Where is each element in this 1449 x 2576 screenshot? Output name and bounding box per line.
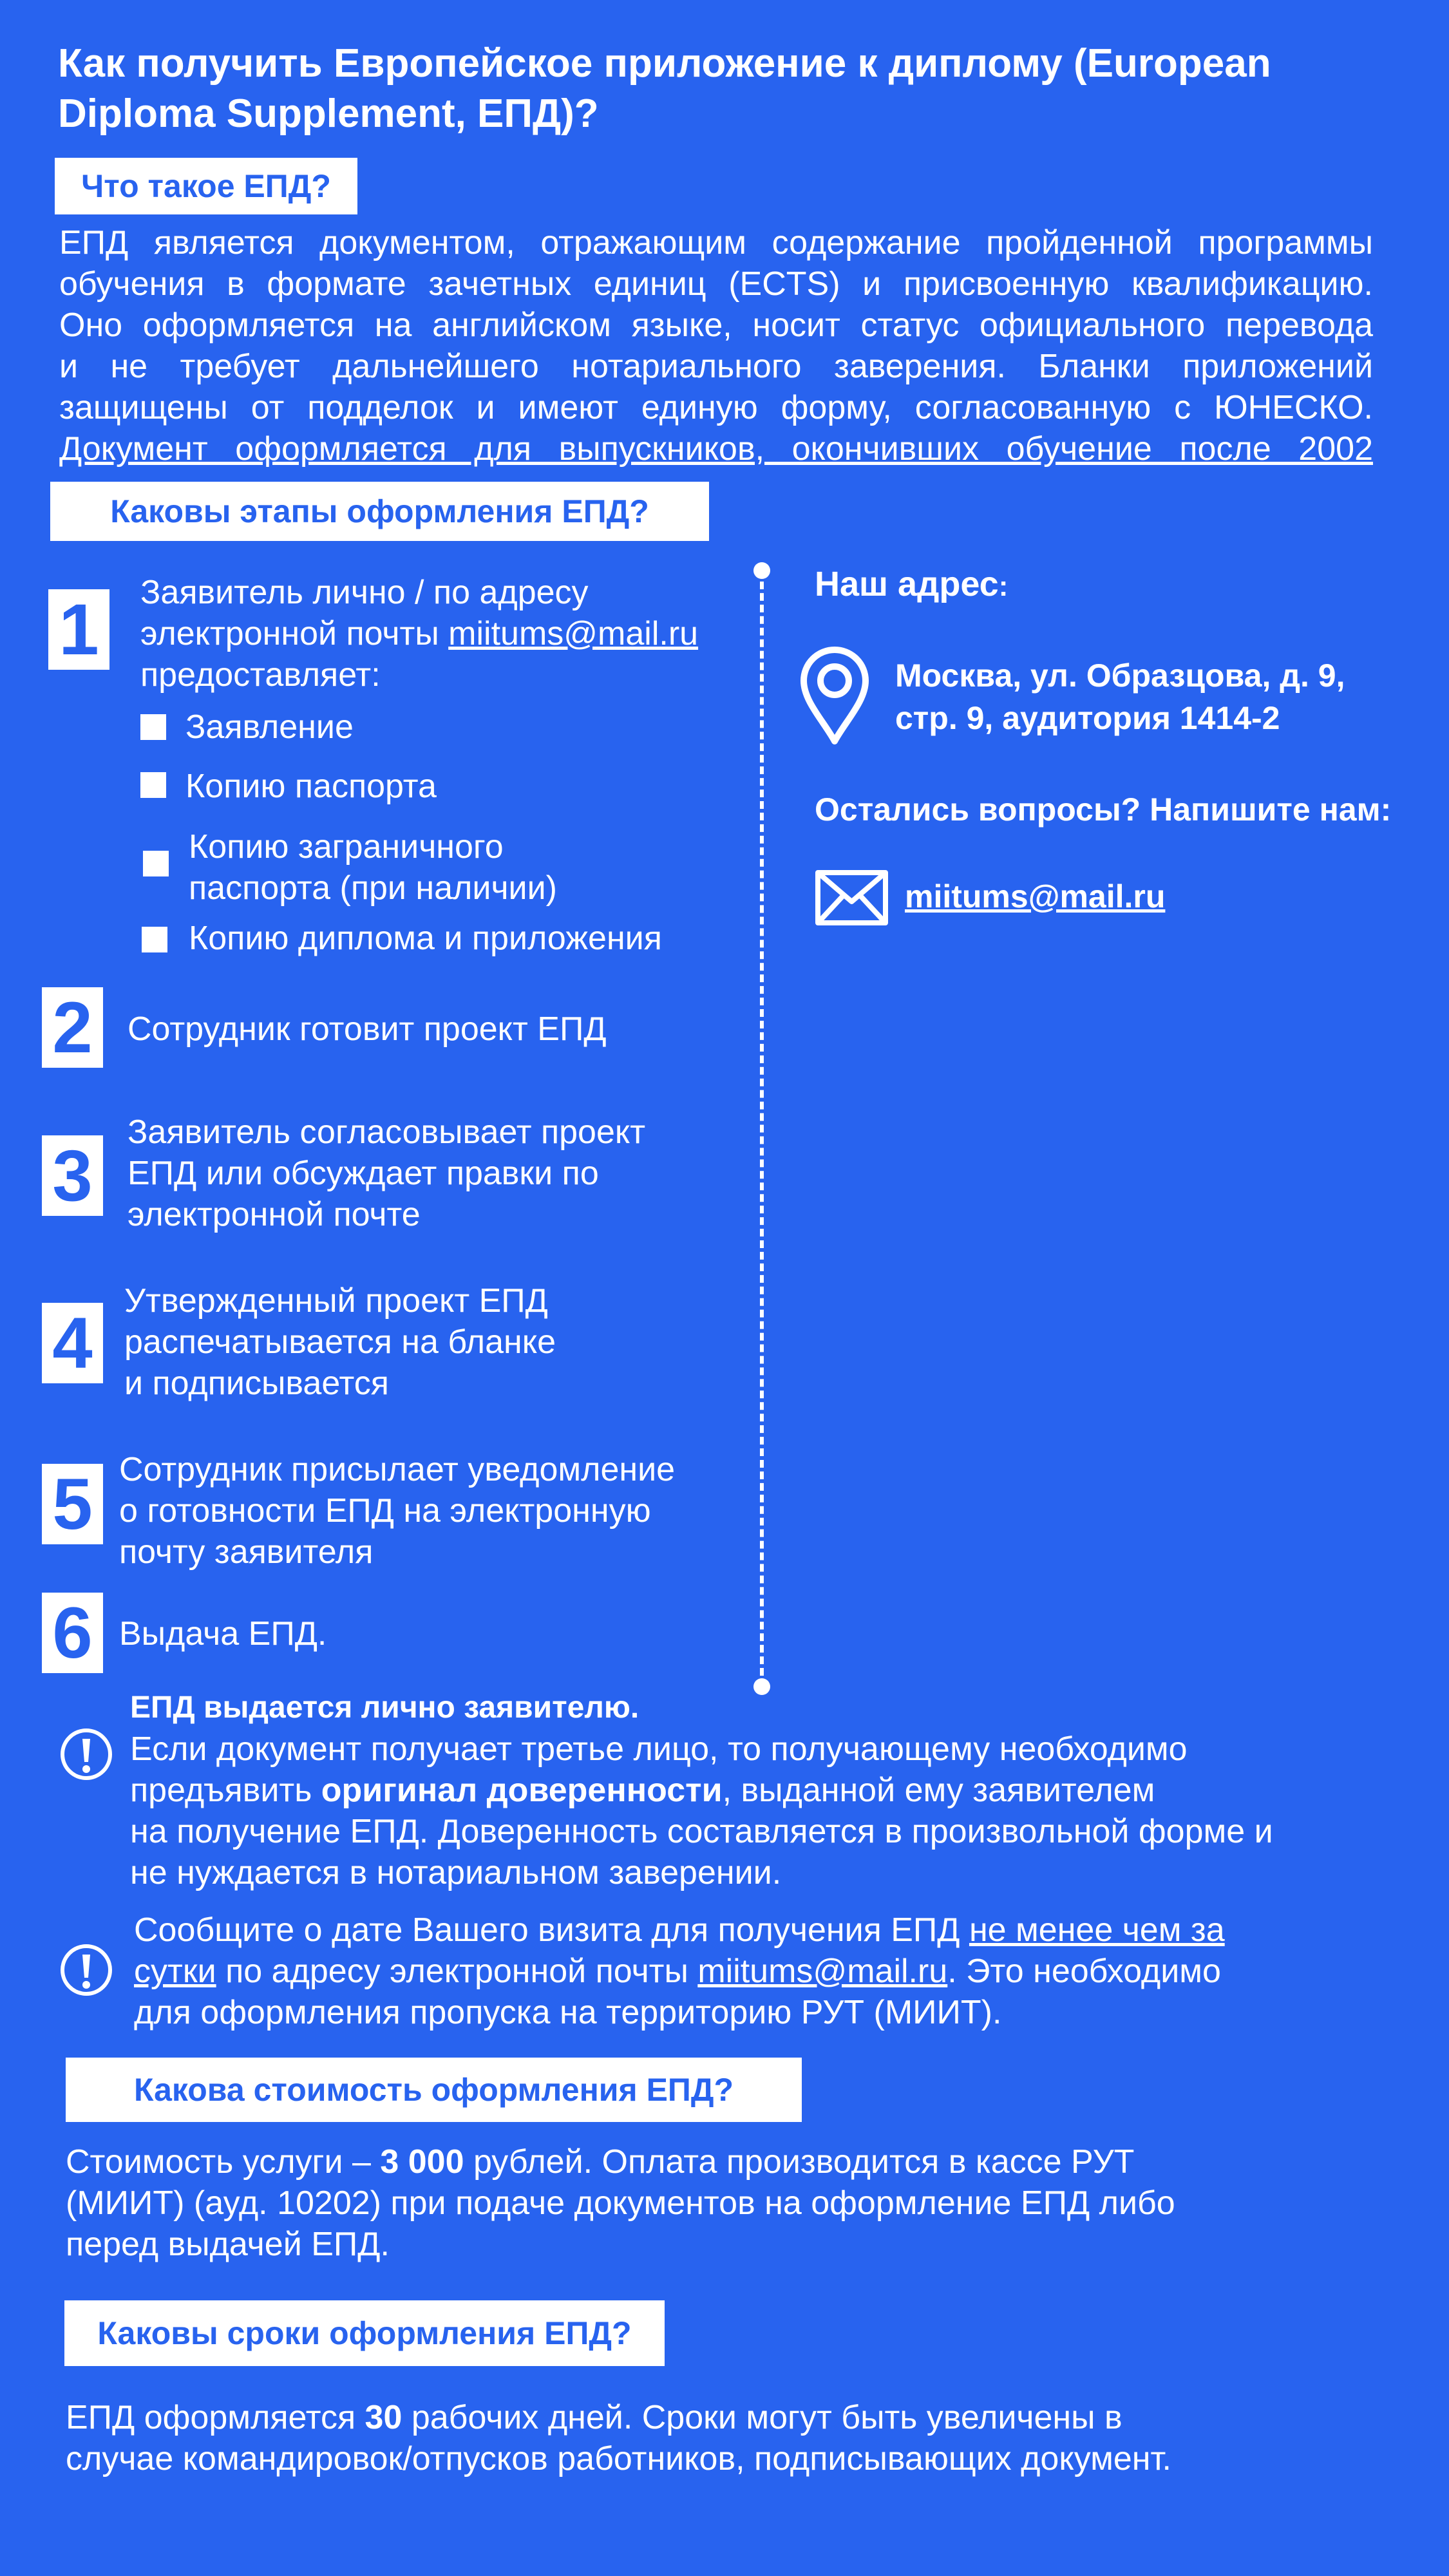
step-1-text: [140, 572, 752, 696]
doc-item: [189, 826, 557, 909]
exclamation-circle-icon: [59, 1943, 113, 1997]
address-label-colon: :: [998, 571, 1009, 602]
step-1-line-prefix: электронной почты: [140, 615, 449, 652]
note-line: [134, 1951, 1390, 1992]
step-number-4: 4: [42, 1303, 103, 1383]
step-1-line: предоставляет:: [140, 656, 381, 694]
step-3-text: [128, 1112, 739, 1235]
section-heading-cost: Какова стоимость оформления ЕПД?: [66, 2058, 802, 2122]
email-link[interactable]: miitums@mail.ru: [697, 1953, 948, 1990]
exclamation-circle-icon: [59, 1727, 113, 1781]
note-line: ЕПД выдается лично заявителю.: [130, 1690, 639, 1725]
note-text: Сообщите о дате Вашего визита для получения ЕПД: [134, 1911, 969, 1949]
section-heading-stages: Каковы этапы оформления ЕПД?: [50, 482, 709, 541]
note-visit: [134, 1909, 1390, 2033]
address-line: Москва, ул. Образцова, д. 9,: [895, 658, 1345, 694]
doc-item: Копию диплома и приложения: [189, 920, 662, 957]
terms-line: случае командировок/отпусков работников, подписывающих документ.: [66, 2440, 1171, 2477]
address-label-text: Наш адрес: [815, 565, 999, 603]
step-number-2: 2: [42, 987, 103, 1068]
terms-paragraph: [66, 2397, 1379, 2479]
step-number-1: 1: [48, 589, 109, 670]
step-number-3: 3: [42, 1135, 103, 1216]
step-3-line: ЕПД или обсуждает правки по: [128, 1155, 599, 1192]
note-line: Если документ получает третье лицо, то получающему необходимо: [130, 1730, 1188, 1768]
note-underline: не менее чем за: [969, 1911, 1225, 1949]
note-line: для оформления пропуска на территорию РУТ (МИИТ).: [134, 1994, 1002, 2031]
email-link[interactable]: miitums@mail.ru: [448, 615, 699, 652]
step-4-line: распечатывается на бланке: [124, 1323, 556, 1361]
section-heading-terms: Каковы сроки оформления ЕПД?: [64, 2300, 665, 2366]
square-bullet-icon: [143, 851, 169, 876]
step-5-line: Сотрудник присылает уведомление: [119, 1451, 676, 1488]
note-text: , выданной ему заявителем: [722, 1772, 1155, 1809]
cost-amount: 3 000: [380, 2143, 464, 2181]
cost-line: [66, 2141, 1379, 2183]
step-1-line: Заявитель лично / по адресу: [140, 574, 589, 611]
questions-label: Остались вопросы? Напишите нам:: [815, 791, 1392, 828]
step-3-line: электронной почте: [128, 1196, 421, 1233]
address-label: [815, 564, 1008, 607]
step-4-line: Утвержденный проект ЕПД: [124, 1282, 548, 1320]
note-line: на получение ЕПД. Доверенность составляется в произвольной форме и: [130, 1813, 1273, 1850]
step-number-6: 6: [42, 1593, 103, 1673]
terms-text: ЕПД оформляется: [66, 2399, 365, 2436]
step-1-line: [140, 613, 752, 654]
terms-days: 30: [365, 2399, 402, 2436]
cost-line: перед выдачей ЕПД.: [66, 2226, 390, 2263]
what-line: обучения в формате зачетных единиц (ECTS) и присвоенную квалификацию.: [59, 265, 1373, 303]
note-line: не нуждается в нотариальном заверении.: [130, 1854, 782, 1891]
cost-line: (МИИТ) (ауд. 10202) при подаче документов на оформление ЕПД либо: [66, 2184, 1175, 2222]
address-text: [895, 654, 1345, 739]
doc-item-line: паспорта (при наличии): [189, 869, 557, 907]
note-bold: оригинал доверенности: [321, 1772, 723, 1809]
what-line: защищены от подделок и имеют единую форму, согласованную с ЮНЕСКО.: [59, 389, 1373, 426]
what-paragraph: [59, 222, 1373, 469]
step-2-text: [128, 1009, 739, 1050]
cost-text: Стоимость услуги –: [66, 2143, 381, 2181]
what-line: Оно оформляется на английском языке, носит статус официального перевода: [59, 307, 1373, 344]
what-line: Документ оформляется для выпускников, окончивших обучение после 2002: [59, 430, 1373, 468]
step-4-text: [124, 1280, 736, 1404]
step-5-line: почту заявителя: [119, 1533, 374, 1571]
doc-item: Копию паспорта: [185, 768, 437, 805]
what-line: ЕПД является документом, отражающим содержание пройденной программы: [59, 224, 1373, 261]
what-line: и не требует дальнейшего нотариального заверения. Бланки приложений: [59, 348, 1373, 385]
note-underline: сутки: [134, 1953, 216, 1990]
step-5-text: [119, 1449, 731, 1573]
step-2-line: Сотрудник готовит проект ЕПД: [128, 1010, 607, 1048]
terms-text: рабочих дней. Сроки могут быть увеличены в: [402, 2399, 1122, 2436]
step-3-line: Заявитель согласовывает проект: [128, 1113, 646, 1151]
contact-email-link[interactable]: miitums@mail.ru: [905, 878, 1166, 914]
note-text: по адресу электронной почты: [216, 1953, 698, 1990]
step-number-5: 5: [42, 1464, 103, 1544]
step-6-line: Выдача ЕПД.: [119, 1615, 327, 1653]
step-6-text: [119, 1613, 731, 1654]
envelope-icon: [815, 869, 889, 926]
note-text: предъявить: [130, 1772, 321, 1809]
section-heading-what: Что такое ЕПД?: [55, 158, 357, 214]
note-line: [130, 1770, 1386, 1811]
square-bullet-icon: [140, 772, 166, 798]
note-line: [134, 1909, 1390, 1951]
note-personal-issue: [130, 1687, 1386, 1893]
step-4-line: и подписывается: [124, 1365, 389, 1402]
cost-paragraph: [66, 2141, 1379, 2265]
terms-line: [66, 2397, 1379, 2438]
dashed-divider: [760, 570, 764, 1687]
page-title: Как получить Европейское приложение к диплому (European Diploma Supplement, ЕПД)?: [58, 41, 1271, 136]
cost-text: рублей. Оплата производится в кассе РУТ: [464, 2143, 1135, 2181]
doc-item-line: Копию заграничного: [189, 828, 504, 866]
step-5-line: о готовности ЕПД на электронную: [119, 1492, 651, 1530]
address-line: стр. 9, аудитория 1414-2: [895, 700, 1280, 736]
square-bullet-icon: [142, 927, 167, 952]
location-pin-icon: [799, 646, 871, 746]
note-text: . Это необходимо: [947, 1953, 1221, 1990]
square-bullet-icon: [140, 714, 166, 740]
doc-item: Заявление: [185, 708, 354, 746]
